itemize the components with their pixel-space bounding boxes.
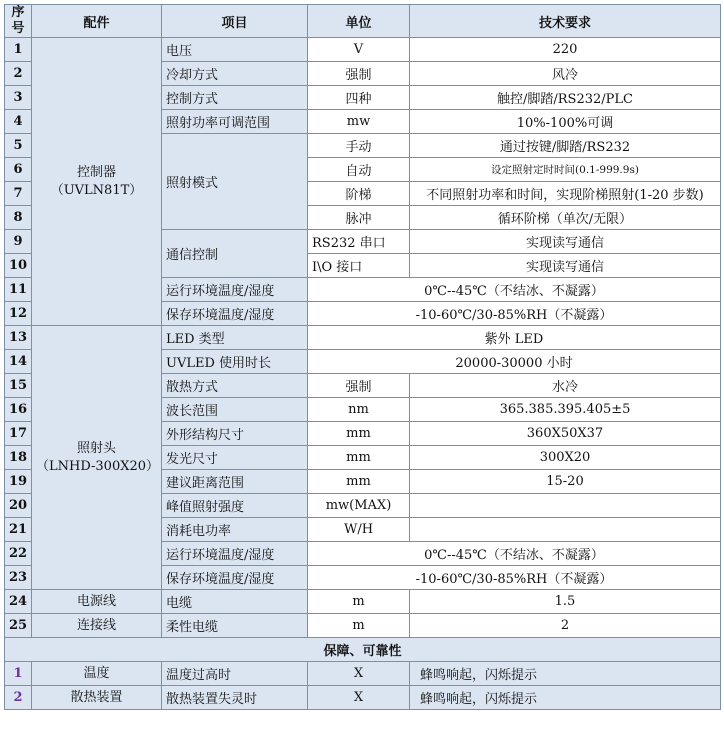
header-item: 项目 (162, 5, 308, 38)
requirement-cell: 不同照射功率和时间，实现阶梯照射(1-20 步数) (410, 182, 721, 206)
row-number: 1 (5, 38, 32, 62)
part-irradiation-head (32, 326, 162, 590)
part-cell: 温度 (32, 662, 162, 686)
item-cell: 波长范围 (162, 398, 308, 422)
unit-cell: m (308, 590, 410, 614)
requirement-cell: 设定照射定时时间(0.1-999.9s) (410, 158, 721, 182)
item-comm-control: 通信控制 (162, 230, 308, 278)
unit-cell: I\O 接口 (308, 254, 410, 278)
item-cell: LED 类型 (162, 326, 308, 350)
row-number: 9 (5, 230, 32, 254)
requirement-cell: 220 (410, 38, 721, 62)
row-number: 25 (5, 614, 32, 638)
item-cell: 冷却方式 (162, 62, 308, 86)
item-cell: 建议距离范围 (162, 470, 308, 494)
head-name: 照射头 (76, 440, 116, 456)
spec-table (4, 4, 721, 710)
unit-cell: V (308, 38, 410, 62)
item-cell: 保存环境温度/湿度 (162, 302, 308, 326)
requirement-cell: 20000-30000 小时 (308, 350, 721, 374)
table-row (5, 590, 721, 614)
unit-cell: mm (308, 446, 410, 470)
requirement-cell: 实现读写通信 (410, 230, 721, 254)
row-number: 17 (5, 422, 32, 446)
requirement-cell: 蜂鸣响起，闪烁提示 (410, 662, 721, 686)
unit-cell: 四种 (308, 86, 410, 110)
requirement-cell: 1.5 (410, 590, 721, 614)
requirement-cell: 实现读写通信 (410, 254, 721, 278)
table-row (5, 614, 721, 638)
header-requirement: 技术要求 (410, 5, 721, 38)
row-number: 15 (5, 374, 32, 398)
requirement-cell: 0℃--45℃（不结冰、不凝露） (308, 278, 721, 302)
row-number: 5 (5, 134, 32, 158)
row-number: 14 (5, 350, 32, 374)
item-cell: 电压 (162, 38, 308, 62)
requirement-cell: 风冷 (410, 62, 721, 86)
unit-cell: mw (308, 110, 410, 134)
controller-model: （UVLN81T） (50, 182, 143, 198)
row-number: 24 (5, 590, 32, 614)
controller-name: 控制器 (76, 164, 116, 180)
table-row (5, 326, 721, 350)
row-number: 20 (5, 494, 32, 518)
unit-cell: W/H (308, 518, 410, 542)
unit-cell: X (308, 662, 410, 686)
reliability-title: 保障、可靠性 (5, 638, 721, 662)
requirement-cell: -10-60℃/30-85%RH（不凝露） (308, 566, 721, 590)
head-model: （LNHD-300X20） (36, 458, 160, 474)
row-number: 7 (5, 182, 32, 206)
item-cell: 发光尺寸 (162, 446, 308, 470)
row-number: 4 (5, 110, 32, 134)
unit-cell: 手动 (308, 134, 410, 158)
unit-cell: X (308, 686, 410, 710)
header-seq: 序号 (5, 5, 32, 38)
requirement-cell: 10%-100%可调 (410, 110, 721, 134)
requirement-cell: 通过按键/脚踏/RS232 (410, 134, 721, 158)
item-irradiation-mode: 照射模式 (162, 134, 308, 230)
item-cell: 运行环境温度/湿度 (162, 542, 308, 566)
item-cell: 柔性电缆 (162, 614, 308, 638)
unit-cell: RS232 串口 (308, 230, 410, 254)
item-cell: 峰值照射强度 (162, 494, 308, 518)
requirement-cell: 360X50X37 (410, 422, 721, 446)
header-part: 配件 (32, 5, 162, 38)
requirement-cell: 蜂鸣响起，闪烁提示 (410, 686, 721, 710)
unit-cell: 阶梯 (308, 182, 410, 206)
item-cell: 外形结构尺寸 (162, 422, 308, 446)
part-cell: 散热装置 (32, 686, 162, 710)
row-number: 23 (5, 566, 32, 590)
requirement-cell: 0℃--45℃（不结冰、不凝露） (308, 542, 721, 566)
row-number: 10 (5, 254, 32, 278)
requirement-cell: 循环阶梯（单次/无限） (410, 206, 721, 230)
item-cell: 温度过高时 (162, 662, 308, 686)
part-connection-cable: 连接线 (32, 614, 162, 638)
spec-sheet (4, 4, 721, 710)
row-number: 11 (5, 278, 32, 302)
unit-cell: 自动 (308, 158, 410, 182)
row-number: 13 (5, 326, 32, 350)
unit-cell: 强制 (308, 62, 410, 86)
row-number: 21 (5, 518, 32, 542)
row-number: 12 (5, 302, 32, 326)
requirement-cell: 15-20 (410, 470, 721, 494)
requirement-cell: 365.385.395.405±5 (410, 398, 721, 422)
unit-cell: 强制 (308, 374, 410, 398)
header-unit: 单位 (308, 5, 410, 38)
requirement-cell: 水冷 (410, 374, 721, 398)
requirement-cell (410, 518, 721, 542)
item-cell: 消耗电功率 (162, 518, 308, 542)
item-cell: 电缆 (162, 590, 308, 614)
unit-cell: mw(MAX) (308, 494, 410, 518)
item-cell: 散热装置失灵时 (162, 686, 308, 710)
reliability-section-row (5, 638, 721, 662)
item-cell: 散热方式 (162, 374, 308, 398)
row-number: 6 (5, 158, 32, 182)
part-controller (32, 38, 162, 326)
row-number: 2 (5, 62, 32, 86)
row-number: 2 (5, 686, 32, 710)
row-number: 22 (5, 542, 32, 566)
row-number: 1 (5, 662, 32, 686)
item-cell: 保存环境温度/湿度 (162, 566, 308, 590)
requirement-cell: 2 (410, 614, 721, 638)
part-power-cable: 电源线 (32, 590, 162, 614)
requirement-cell: 触控/脚踏/RS232/PLC (410, 86, 721, 110)
item-cell: 照射功率可调范围 (162, 110, 308, 134)
item-cell: 运行环境温度/湿度 (162, 278, 308, 302)
requirement-cell: 300X20 (410, 446, 721, 470)
row-number: 16 (5, 398, 32, 422)
row-number: 8 (5, 206, 32, 230)
unit-cell: nm (308, 398, 410, 422)
unit-cell: mm (308, 470, 410, 494)
unit-cell: 脉冲 (308, 206, 410, 230)
unit-cell: mm (308, 422, 410, 446)
row-number: 18 (5, 446, 32, 470)
table-row (5, 662, 721, 686)
item-cell: UVLED 使用时长 (162, 350, 308, 374)
table-row (5, 686, 721, 710)
table-row (5, 38, 721, 62)
row-number: 19 (5, 470, 32, 494)
requirement-cell (410, 494, 721, 518)
requirement-cell: -10-60℃/30-85%RH（不凝露） (308, 302, 721, 326)
requirement-cell: 紫外 LED (308, 326, 721, 350)
item-cell: 控制方式 (162, 86, 308, 110)
header-row (5, 5, 721, 38)
unit-cell: m (308, 614, 410, 638)
row-number: 3 (5, 86, 32, 110)
